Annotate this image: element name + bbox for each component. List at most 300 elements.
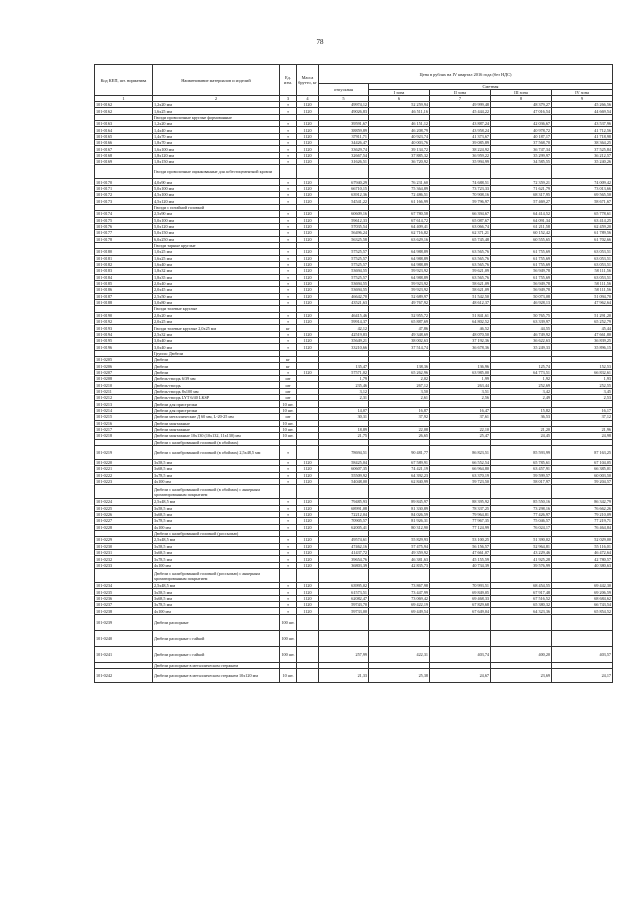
cell-code: 101-0192: [95, 319, 153, 325]
cell-price-otp: 60609,16: [319, 211, 369, 217]
cell-price-zone-1: 72 486,51: [369, 192, 430, 198]
table-row: [95, 499, 613, 505]
cell-price-otp: 61573,51: [319, 589, 369, 595]
cell-price-otp: 57525,57: [319, 255, 369, 261]
cell-price-zone-4: 65 854,52: [552, 608, 613, 614]
cell-code: 101-0220: [95, 459, 153, 465]
cell-code: 101-0239: [95, 614, 153, 630]
cell-price-otp: 59733,00: [319, 608, 369, 614]
section-heading: Дюбели с калиброванной головкой (в обоймах) с анкерным хроматированным покрытием: [153, 485, 280, 499]
cell-unit: шт: [280, 382, 297, 388]
cell-price-otp: 72212,04: [319, 511, 369, 517]
cell-price-zone-2: 73 723,33: [430, 185, 491, 191]
cell-code: 101-0221: [95, 466, 153, 472]
cell-name: 1,2х20 мм: [153, 102, 280, 108]
cell-name: 3х68,5 мм: [153, 511, 280, 517]
cell-mass: 1120: [297, 223, 319, 229]
cell-price-zone-1: 76 231,60: [369, 179, 430, 185]
cell-name: 3х58,5 мм: [153, 505, 280, 511]
cell-price-zone-3: 60 152,42: [491, 230, 552, 236]
cell-unit: т: [280, 133, 297, 139]
cell-code: 101-0195: [95, 338, 153, 344]
section-heading: Гвозди проволочные круглые формованные: [153, 114, 280, 120]
cell-unit: т: [280, 537, 297, 543]
cell-price-zone-4: 42 780,57: [552, 556, 613, 562]
cell-price-zone-2: 66 552,54: [430, 459, 491, 465]
cell-price-otp: [319, 630, 369, 646]
empty-cell: [319, 569, 369, 583]
cell-price-zone-3: 63 339,97: [491, 319, 552, 325]
cell-price-zone-2: 22,10: [430, 426, 491, 432]
cell-name: 2,0х45 мм: [153, 287, 280, 293]
cell-name: 4,5х100 мм: [153, 192, 280, 198]
cell-unit: т: [280, 146, 297, 152]
cell-price-zone-4: 47 962,64: [552, 299, 613, 305]
cell-unit: 10 шт.: [280, 669, 297, 683]
col-number: 9: [552, 96, 613, 102]
header-mass: Масса брутто, кг: [297, 65, 319, 96]
cell-name: 3,0х40 мм: [153, 338, 280, 344]
empty-cell: [430, 485, 491, 499]
cell-name: Гвозди толевые круглые 2,0х25 мм: [153, 325, 280, 331]
cell-code: 101-0176: [95, 223, 153, 229]
cell-unit: шт: [280, 414, 297, 420]
cell-price-zone-1: 64 392,23: [369, 472, 430, 478]
cell-price-zone-1: 26,65: [369, 433, 430, 439]
cell-unit: т: [280, 274, 297, 280]
cell-unit: т: [280, 331, 297, 337]
cell-price-zone-4: 44 669,54: [552, 108, 613, 114]
cell-price-zone-4: 55 116,01: [552, 543, 613, 549]
cell-code: 101-0219: [95, 445, 153, 459]
cell-price-zone-4: [552, 630, 613, 646]
cell-price-zone-1: 61 166,99: [369, 198, 430, 204]
cell-price-zone-2: 37,61: [430, 414, 491, 420]
cell-unit: т: [280, 478, 297, 484]
cell-unit: 10 шт.: [280, 426, 297, 432]
table-row: [95, 192, 613, 198]
cell-mass: 1120: [297, 344, 319, 350]
cell-mass: 1120: [297, 102, 319, 108]
cell-price-zone-4: 74 009,42: [552, 179, 613, 185]
cell-price-otp: 63912,36: [319, 192, 369, 198]
cell-price-zone-4: 40 380,63: [552, 562, 613, 568]
cell-name: Дюбели для пристрелки: [153, 407, 280, 413]
cell-price-zone-4: 46 472,64: [552, 550, 613, 556]
cell-name: Дюбели распорные: [153, 614, 280, 630]
cell-name: Дюбели распорные в металлическом стержнем: [153, 662, 280, 668]
cell-mass: 1120: [297, 185, 319, 191]
table-row: [95, 230, 613, 236]
cell-price-otp: 54048,00: [319, 478, 369, 484]
cell-code: 101-0235: [95, 589, 153, 595]
cell-price-zone-2: 70 993,51: [430, 583, 491, 589]
cell-price-zone-2: 49 999,48: [430, 102, 491, 108]
cell-price-otp: 33210,66: [319, 344, 369, 350]
table-row: [95, 583, 613, 589]
cell-mass: 1120: [297, 121, 319, 127]
cell-price-otp: 33629,74: [319, 146, 369, 152]
cell-unit: т: [280, 230, 297, 236]
cell-name: 1,6х25 мм: [153, 108, 280, 114]
cell-price-zone-1: 38 002,63: [369, 338, 430, 344]
cell-mass: 1120: [297, 478, 319, 484]
cell-price-otp: 46415,46: [319, 312, 369, 318]
cell-unit: т: [280, 556, 297, 562]
cell-mass: 1120: [297, 556, 319, 562]
cell-code: 101-0230: [95, 543, 153, 549]
cell-price-zone-2: 65 745,48: [430, 236, 491, 242]
cell-code: 101-0168: [95, 152, 153, 158]
cell-price-zone-1: 64 988,89: [369, 261, 430, 267]
cell-mass: 1120: [297, 369, 319, 375]
cell-unit: т: [280, 589, 297, 595]
cell-price-otp: 39654,76: [319, 556, 369, 562]
cell-price-zone-4: 79 210,09: [552, 511, 613, 517]
cell-price-zone-1: 81 330,89: [369, 505, 430, 511]
cell-price-zone-2: 36 678,36: [430, 344, 491, 350]
empty-cell: [369, 165, 430, 179]
cell-price-zone-1: 25,38: [369, 669, 430, 683]
cell-price-zone-1: 89 845,97: [369, 499, 430, 505]
cell-price-zone-1: 2,02: [369, 376, 430, 382]
cell-price-otp: 57525,57: [319, 261, 369, 267]
cell-price-otp: 135,47: [319, 363, 369, 369]
cell-price-zone-2: 45 444,22: [430, 108, 491, 114]
cell-price-zone-1: [369, 630, 430, 646]
cell-price-zone-4: 63 053,51: [552, 249, 613, 255]
cell-price-zone-2: 63 370,19: [430, 472, 491, 478]
header-code: Код КЕП, шт. норматива: [95, 65, 153, 96]
cell-price-zone-1: 22,08: [369, 426, 430, 432]
cell-price-otp: 37911,71: [319, 133, 369, 139]
cell-mass: 1120: [297, 230, 319, 236]
cell-mass: 1120: [297, 338, 319, 344]
cell-code: 101-0226: [95, 511, 153, 517]
cell-price-zone-4: 52 029,00: [552, 537, 613, 543]
cell-price-otp: 35649,21: [319, 338, 369, 344]
cell-price-zone-1: 65 887,69: [369, 319, 430, 325]
cell-price-zone-4: 67 104,05: [552, 459, 613, 465]
cell-price-zone-1: 90 481,77: [369, 445, 430, 459]
cell-price-zone-2: 37 192,36: [430, 338, 491, 344]
cell-price-zone-1: 2,61: [369, 395, 430, 401]
cell-price-otp: 70905,57: [319, 518, 369, 524]
cell-code: 101-0238: [95, 608, 153, 614]
cell-name: Дюбели металлические Д 60 мм, L-20-25 мм: [153, 414, 280, 420]
cell-price-zone-3: 24,45: [491, 433, 552, 439]
cell-unit: 10 шт.: [280, 420, 297, 426]
cell-price-zone-3: 36 622,63: [491, 338, 552, 344]
cell-price-zone-3: 43 229,46: [491, 550, 552, 556]
cell-code: 101-0184: [95, 274, 153, 280]
cell-price-zone-1: 73 447,99: [369, 589, 430, 595]
cell-price-zone-3: 56 949,78: [491, 268, 552, 274]
cell-unit: т: [280, 472, 297, 478]
cell-price-zone-3: 58 017,97: [491, 478, 552, 484]
cell-price-otp: 18,89: [319, 426, 369, 432]
cell-name: 3х68,5 мм: [153, 550, 280, 556]
cell-name: 5,0х100 мм: [153, 185, 280, 191]
cell-price-zone-3: [491, 614, 552, 630]
cell-code: 101-0182: [95, 261, 153, 267]
cell-unit: т: [280, 261, 297, 267]
cell-price-zone-1: 422,31: [369, 646, 430, 662]
cell-price-zone-1: 42 835,73: [369, 562, 430, 568]
cell-unit: т: [280, 518, 297, 524]
cell-mass: 1120: [297, 146, 319, 152]
cell-code: 101-0173: [95, 198, 153, 204]
cell-price-zone-4: 37 525,84: [552, 146, 613, 152]
cell-price-zone-3: 40 978,72: [491, 127, 552, 133]
cell-name: 3х58,5 мм: [153, 589, 280, 595]
cell-price-zone-1: 36 720,92: [369, 159, 430, 165]
cell-name: Дюбель-гвоздь 8х100 мм: [153, 388, 280, 394]
cell-price-zone-4: 403,57: [552, 646, 613, 662]
cell-unit: шт: [280, 395, 297, 401]
cell-price-zone-4: 66 385,01: [552, 466, 613, 472]
cell-price-zone-2: 67 829,68: [430, 602, 491, 608]
cell-price-zone-1: 55 829,93: [369, 537, 430, 543]
cell-code: 101-0207: [95, 369, 153, 375]
cell-unit: т: [280, 608, 297, 614]
cell-mass: 1120: [297, 179, 319, 185]
cell-name: 4х100 мм: [153, 562, 280, 568]
col-number: 6: [369, 96, 430, 102]
cell-price-zone-3: 42 036,67: [491, 121, 552, 127]
cell-price-otp: 63995,02: [319, 583, 369, 589]
cell-price-zone-2: 35 994,99: [430, 159, 491, 165]
cell-price-zone-2: 403,74: [430, 646, 491, 662]
cell-price-zone-4: 65 252,79: [552, 319, 613, 325]
section-heading: Гвозди толевые круглые: [153, 306, 280, 312]
cell-code: 101-0164: [95, 127, 153, 133]
cell-price-zone-1: 75 364,89: [369, 185, 430, 191]
cell-price-zone-1: 37,92: [369, 414, 430, 420]
cell-price-zone-2: 74 688,51: [430, 179, 491, 185]
cell-price-zone-1: 73 069,42: [369, 595, 430, 601]
table-row: [95, 485, 613, 499]
cell-mass: 1120: [297, 459, 319, 465]
cell-price-zone-3: 68 454,55: [491, 583, 552, 589]
cell-price-zone-3: 50 765,75: [491, 312, 552, 318]
cell-price-zone-2: 36 959,22: [430, 152, 491, 158]
table-row: [95, 165, 613, 179]
cell-mass: 1120: [297, 255, 319, 261]
cell-price-zone-1: 64 409,41: [369, 223, 430, 229]
cell-price-otp: 58425,04: [319, 459, 369, 465]
cell-mass: 1120: [297, 505, 319, 511]
cell-mass: 1120: [297, 602, 319, 608]
cell-price-zone-1: 59 923,92: [369, 287, 430, 293]
cell-name: Дюбели с калиброванной головкой (в обоймах) 2,5х48,5 мм: [153, 445, 280, 459]
cell-price-otp: 42519,83: [319, 331, 369, 337]
cell-price-zone-2: 59 621,09: [430, 268, 491, 274]
cell-name: Дюбели монтажные: [153, 420, 280, 426]
cell-price-zone-1: 67 780,58: [369, 211, 430, 217]
cell-name: 3х78,5 мм: [153, 602, 280, 608]
cell-price-zone-2: 63 565,76: [430, 261, 491, 267]
cell-unit: т: [280, 108, 297, 114]
cell-name: 1,8х150 мм: [153, 159, 280, 165]
cell-price-zone-3: 73 298,16: [491, 505, 552, 511]
cell-mass: 1120: [297, 127, 319, 133]
table-row: [95, 152, 613, 158]
section-heading: Дюбели с калиброванной головкой (в обоймах): [153, 439, 280, 445]
cell-name: 3,0х40 мм: [153, 344, 280, 350]
cell-unit: т: [280, 583, 297, 589]
cell-price-zone-3: 85 550,16: [491, 499, 552, 505]
table-row: [95, 646, 613, 662]
cell-price-zone-3: 57 469,27: [491, 198, 552, 204]
cell-code: 101-0217: [95, 426, 153, 432]
cell-price-zone-2: 66 394,67: [430, 211, 491, 217]
cell-unit: т: [280, 255, 297, 261]
cell-code: 101-0196: [95, 344, 153, 350]
cell-code: 101-0174: [95, 211, 153, 217]
cell-price-zone-4: 63 414,25: [552, 217, 613, 223]
cell-price-zone-3: 61 755,69: [491, 261, 552, 267]
cell-name: 1,8х32 мм: [153, 268, 280, 274]
cell-price-zone-3: 76 024,17: [491, 524, 552, 530]
col-number: 7: [430, 96, 491, 102]
table-row: [95, 217, 613, 223]
cell-unit: т: [280, 102, 297, 108]
cell-mass: 1120: [297, 518, 319, 524]
cell-code: 101-0185: [95, 280, 153, 286]
cell-mass: 1120: [297, 562, 319, 568]
section-heading: Группа: Дюбели: [153, 350, 280, 356]
cell-name: 4,5х120 мм: [153, 198, 280, 204]
cell-price-zone-3: 65 785,61: [491, 459, 552, 465]
cell-price-zone-4: 61 789,56: [552, 230, 613, 236]
cell-name: 1,4х70 мм: [153, 133, 280, 139]
cell-price-zone-3: 35 249,33: [491, 344, 552, 350]
cell-name: 2,5х90 мм: [153, 211, 280, 217]
cell-price-zone-3: 64 323,36: [491, 608, 552, 614]
cell-code: 101-0186: [95, 287, 153, 293]
cell-name: Дюбели: [153, 357, 280, 363]
cell-mass: 1120: [297, 299, 319, 305]
cell-price-zone-2: [430, 614, 491, 630]
cell-price-otp: 21,75: [319, 433, 369, 439]
cell-unit: т: [280, 223, 297, 229]
cell-price-zone-1: 40 003,76: [369, 140, 430, 146]
cell-name: 1,8х120 мм: [153, 152, 280, 158]
cell-price-zone-1: 84 026,59: [369, 511, 430, 517]
cell-price-zone-1: 59 923,92: [369, 268, 430, 274]
cell-price-zone-3: 60 555,65: [491, 236, 552, 242]
cell-code: 101-0177: [95, 230, 153, 236]
cell-mass: 1120: [297, 537, 319, 543]
cell-name: 3х78,5 мм: [153, 556, 280, 562]
cell-mass: 1120: [297, 152, 319, 158]
cell-mass: [297, 669, 319, 683]
cell-price-zone-1: 65 262,96: [369, 369, 430, 375]
cell-price-otp: 53694,55: [319, 280, 369, 286]
cell-price-zone-1: 37 514,74: [369, 344, 430, 350]
cell-price-zone-1: 80 312,90: [369, 524, 430, 530]
cell-price-zone-2: 41 373,67: [430, 133, 491, 139]
cell-code: 101-0224: [95, 499, 153, 505]
cell-price-zone-3: 37 568,70: [491, 140, 552, 146]
cell-mass: 1120: [297, 595, 319, 601]
cell-unit: т: [280, 312, 297, 318]
col-number: 4: [297, 96, 319, 102]
cell-price-zone-3: 125,74: [491, 363, 552, 369]
cell-price-zone-1: 59 923,92: [369, 280, 430, 286]
empty-cell: [552, 569, 613, 583]
cell-price-zone-4: 24,98: [552, 433, 613, 439]
header-name: Наименование материалов и изделий: [153, 65, 280, 96]
table-row: [95, 236, 613, 242]
cell-name: Дюбель-гвоздь LYT 6/40 LKSP: [153, 395, 280, 401]
empty-cell: [369, 485, 430, 499]
cell-price-zone-2: 43 887,24: [430, 121, 491, 127]
cell-price-zone-1: 37 885,32: [369, 152, 430, 158]
cell-price-zone-4: 47 661,80: [552, 331, 613, 337]
cell-code: [95, 165, 153, 179]
cell-price-zone-4: 77 219,71: [552, 518, 613, 524]
cell-price-otp: 68991,08: [319, 505, 369, 511]
cell-mass: 1120: [297, 159, 319, 165]
cell-name: 5,0х150 мм: [153, 230, 280, 236]
cell-price-zone-3: 23,69: [491, 669, 552, 683]
cell-code: 101-0187: [95, 293, 153, 299]
cell-mass: 1120: [297, 140, 319, 146]
cell-name: 1,0х25 мм: [153, 249, 280, 255]
cell-price-zone-4: 1,93: [552, 376, 613, 382]
cell-price-zone-2: 46,52: [430, 325, 491, 331]
cell-price-otp: 57571,02: [319, 369, 369, 375]
empty-cell: [491, 165, 552, 179]
cell-price-zone-4: 66 743,54: [552, 602, 613, 608]
cell-price-zone-1: 16,87: [369, 407, 430, 413]
cell-price-zone-3: 41 925,28: [491, 556, 552, 562]
cell-name: 4х100 мм: [153, 608, 280, 614]
cell-code: 101-0218: [95, 433, 153, 439]
cell-price-zone-1: 62 840,99: [369, 478, 430, 484]
cell-unit: т: [280, 524, 297, 530]
cell-price-zone-4: 35 896,15: [552, 344, 613, 350]
cell-price-zone-3: 52 964,81: [491, 543, 552, 549]
cell-price-otp: 235,46: [319, 382, 369, 388]
cell-mass: 1120: [297, 312, 319, 318]
cell-name: Дюбели: [153, 369, 280, 375]
cell-unit: т: [280, 344, 297, 350]
cell-code: [95, 485, 153, 499]
cell-price-zone-4: 63 053,51: [552, 261, 613, 267]
cell-price-zone-2: 64 802,52: [430, 319, 491, 325]
cell-code: 101-0208: [95, 376, 153, 382]
cell-price-zone-1: 69 422,19: [369, 602, 430, 608]
table-row: [95, 537, 613, 543]
cell-mass: 1120: [297, 583, 319, 589]
cell-price-zone-4: 41 712,56: [552, 127, 613, 133]
cell-unit: т: [280, 595, 297, 601]
cell-price-otp: 59612,33: [319, 217, 369, 223]
cell-price-zone-1: 64 988,89: [369, 249, 430, 255]
cell-unit: т: [280, 179, 297, 185]
cell-price-zone-1: 52 689,97: [369, 293, 430, 299]
header-zone-3: III зона: [491, 90, 552, 96]
cell-price-zone-3: 71 621,79: [491, 185, 552, 191]
cell-price-otp: 56325,58: [319, 236, 369, 242]
cell-code: 101-0216: [95, 420, 153, 426]
cell-price-zone-4: 252,55: [552, 382, 613, 388]
cell-price-zone-1: 3,50: [369, 388, 430, 394]
cell-code: 101-0190: [95, 312, 153, 318]
